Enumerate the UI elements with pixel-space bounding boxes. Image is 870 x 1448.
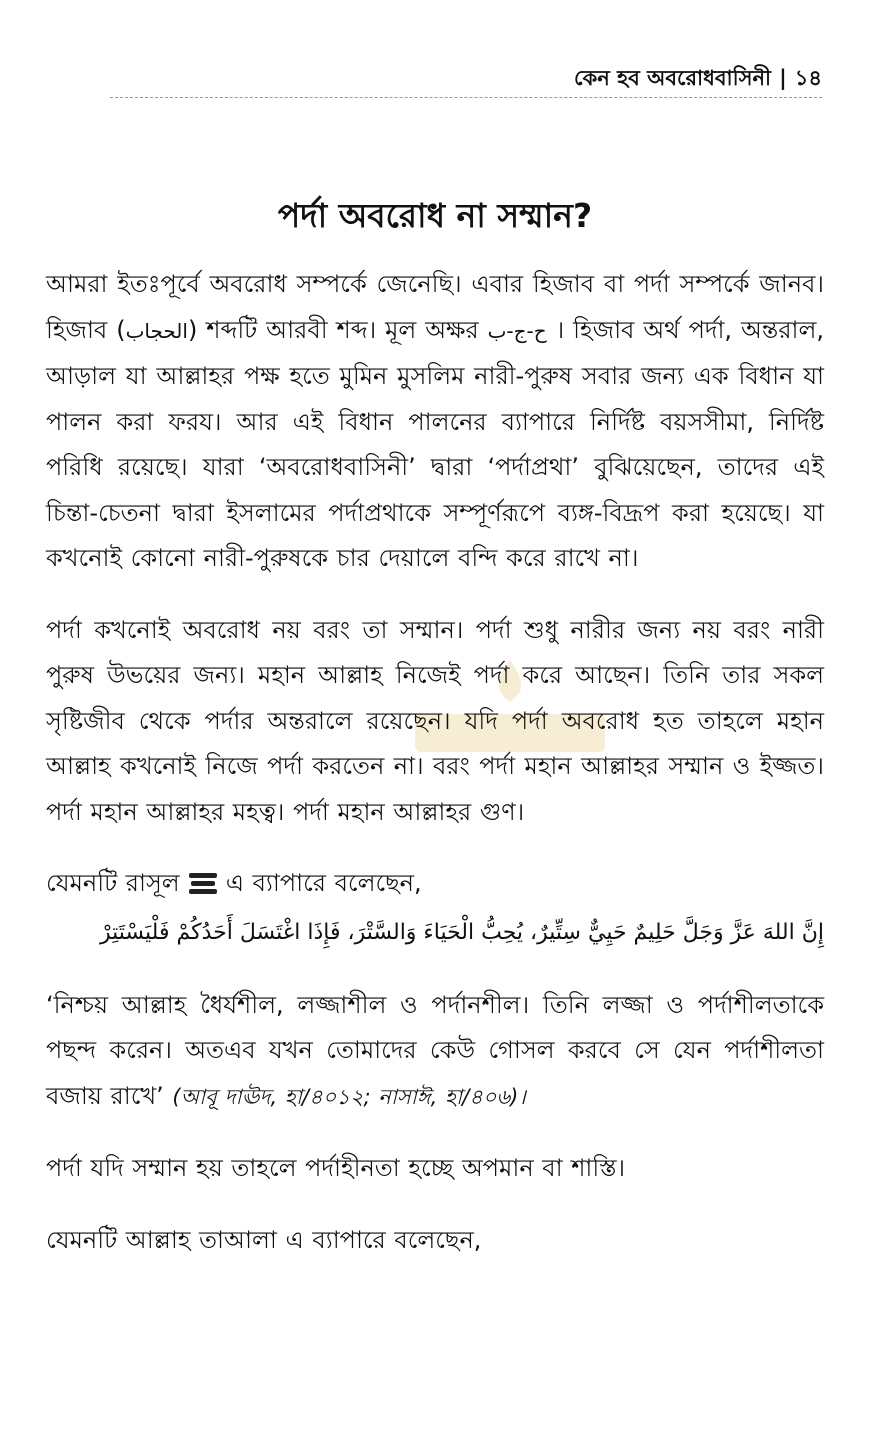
header-rule [110,97,822,98]
p1-text-mid: ) শব্দটি আরবী শব্দ। মূল অক্ষর [187,315,488,344]
paragraph-hijab-definition [46,262,824,582]
paragraph-hadith-translation [46,983,824,1121]
header-page-number: ১৪ [794,66,822,90]
page-title: পর্দা অবরোধ না সম্মান? [277,196,593,235]
hadith-translation: ‘নিশ্চয় আল্লাহ ধৈর্যশীল, লজ্জাশীল ও পর্দানশীল। তিনি লজ্জা ও পর্দাশীলতাকে পছন্দ করেন। অতএব যখন তোমাদের কেউ গোসল করবে সে যেন পর্দাশীলতা বজায় রাখে’ [46,990,824,1110]
paragraph-hadith-intro [46,861,824,907]
running-header [574,62,822,97]
salawat-calligraphy-icon [188,871,218,897]
header-separator: | [779,66,787,90]
p1-text-end: । হিজাব অর্থ পর্দা, অন্তরাল, আড়াল যা আল্লাহর পক্ষ হতে মুমিন মুসলিম নারী-পুরুষ সবার জন্য এক বিধান যা পালন করা ফরয। আর এই বিধান পালনের ব্যাপারে নির্দিষ্ট বয়সসীমা, নির্দিষ্ট পরিধি রয়েছে। যারা ‘অবরোধবাসিনী’ দ্বারা ‘পর্দাপ্রথা’ বুঝিয়েছেন, তাদের এই চিন্তা-চেতনা দ্বারা ইসলামের পর্দাপ্রথাকে সম্পূর্ণরূপে ব্যঙ্গ-বিদ্রূপ করা হয়েছে। যা কখনোই কোনো নারী-পুরুষকে চার দেয়ালে বন্দি করে রাখে না। [46,315,824,572]
header-book-title: কেন হব অবরোধবাসিনী [574,66,772,90]
paragraph-quran-intro: যেমনটি আল্লাহ তাআলা এ ব্যাপারে বলেছেন, [46,1225,482,1254]
hadith-citation: (আবূ দাঊদ, হা/৪০১২; নাসাঈ, হা/৪০৬)। [172,1084,526,1109]
p1-text-start: আমরা ইতঃপূর্বে অবরোধ সম্পর্কে জেনেছি। এবার হিজাব বা পর্দা সম্পর্কে জানব। হিজাব ( [46,270,824,344]
paragraph-dishonor: পর্দা যদি সম্মান হয় তাহলে পর্দাহীনতা হচ্ছে অপমান বা শাস্তি। [46,1154,626,1182]
p3-text-start: যেমনটি রাসূল [46,869,180,897]
main-content [46,262,824,1289]
paragraph-pardah-honor: পর্দা কখনোই অবরোধ নয় বরং তা সম্মান। পর্দা শুধু নারীর জন্য নয় বরং নারী পুরুষ উভয়ের জন্য। মহান আল্লাহ নিজেই পর্দা করে আছেন। তিনি তার সকল সৃষ্টিজীব থেকে পর্দার অন্তরালে রয়েছেন। যদি পর্দা অবরোধ হত তাহলে মহান আল্লাহ কখনোই নিজে পর্দা করতেন না। বরং পর্দা মহান আল্লাহর সম্মান ও ইজ্জত। পর্দা মহান আল্লাহর মহত্ব। পর্দা মহান আল্লাহর গুণ। [46,615,824,826]
hadith-arabic-text: إِنَّ اللهَ عَزَّ وَجَلَّ حَلِيمٌ حَيِيٌّ سِتِّيرٌ، يُحِبُّ الْحَيَاءَ وَالسَّتْرَ، فَإِذَا اغْتَسَلَ أَحَدُكُمْ فَلْيَسْتَتِرْ [99,919,824,945]
arabic-word-hijab: الحجاب [125,318,188,343]
p3-text-end: এ ব্যাপারে বলেছেন, [225,869,422,897]
arabic-root-letters: ح-ج-ب [487,318,547,343]
